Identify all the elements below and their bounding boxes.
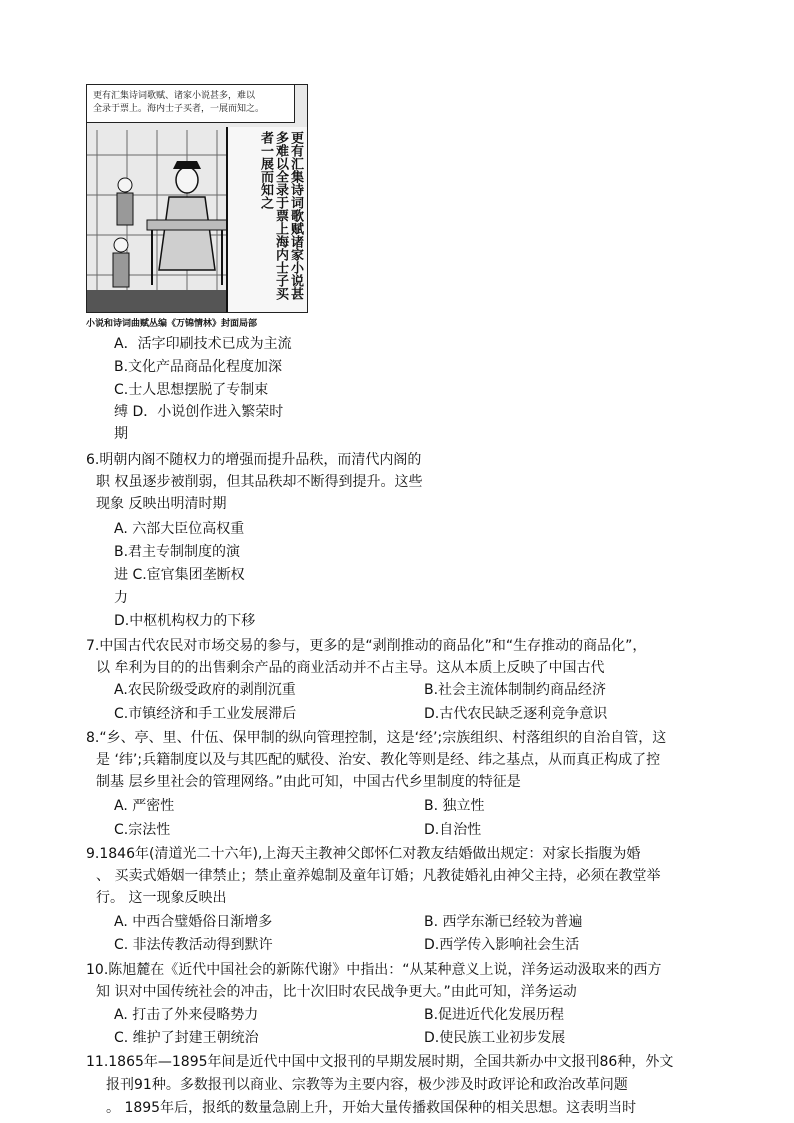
q9-stem-line-3: 行。 这一现象反映出 [96, 890, 227, 906]
q10-option-d: D.使民族工业初步发展 [424, 1030, 566, 1046]
q7-option-a: A.农民阶级受政府的剥削沉重 [114, 682, 296, 698]
q8-option-c: C.宗法性 [114, 822, 171, 838]
q5-option-a: A．活字印刷技术已成为主流 [114, 336, 292, 352]
q7-stem-line-1: 7.中国古代农民对市场交易的参与，更多的是“剥削推动的商品化”和“生存推动的商品化”， [86, 638, 647, 654]
banner-line-1: 更有汇集诗词歌赋、诸家小说甚多，难以 [93, 91, 256, 101]
q11-stem-line-3: 。 1895年后，报纸的数量急剧上升，开始大量传播救国保种的相关思想。这表明当时 [106, 1100, 637, 1116]
q5-option-c-d: 缚 D．小说创作进入繁荣时 [114, 404, 284, 420]
q9-option-c: C. 非法传教活动得到默许 [114, 937, 273, 953]
q6-option-b: B.君主专制制度的演 [114, 544, 241, 560]
q8-stem-line-2: 是 ‘纬’;兵籍制度以及与其匹配的赋役、治安、教化等则是经、纬之基点，从而真正构成了控 [96, 752, 661, 768]
q8-stem-line-1: 8.“乡、亭、里、什伍、保甲制的纵向管理控制，这是‘经’;宗族组织、村落组织的自治自管，这 [86, 730, 667, 746]
q5-option-c: C.士人思想摆脱了专制束 [114, 382, 269, 398]
q5-option-d-end: 期 [114, 426, 128, 442]
q6-stem-line-3: 现象 反映出明清时期 [96, 496, 227, 512]
figure-caption: 小说和诗词曲赋丛编《万锦情林》封面局部 [86, 319, 258, 329]
q10-option-c: C. 维护了封建王朝统治 [114, 1030, 259, 1046]
q11-stem-line-2: 报刊91种。多数报刊以商业、宗教等为主要内容，极少涉及时政评论和政治改革问题 [106, 1077, 628, 1093]
q11-stem-line-1: 11.1865年—1895年间是近代中国中文报刊的早期发展时期，全国共新办中文报刊86种，外文 [86, 1054, 674, 1070]
q6-option-d: D.中枢机构权力的下移 [114, 613, 256, 629]
q9-stem-line-1: 9.1846年(清道光二十六年),上海天主教神父郎怀仁对教友结婚做出规定：对家长指腹为婚 [86, 846, 641, 862]
figure-vertical-text: 更有汇集诗词歌赋诸家小说甚多难以全录于票上海内士子买者一展而知之 [258, 131, 303, 300]
q7-option-c: C.市镇经济和手工业发展滞后 [114, 706, 297, 722]
q7-stem-line-2: 以 牟利为目的的出售剩余产品的商业活动并不占主导。这从本质上反映了中国古代 [96, 660, 605, 676]
q8-option-d: D.自治性 [424, 822, 482, 838]
q6-stem-line-2: 职 权虽逐步被削弱，但其品秩却不断得到提升。这些 [96, 474, 423, 490]
q9-option-b: B. 西学东渐已经较为普遍 [424, 914, 583, 930]
figure-banner-text [87, 85, 295, 123]
q7-option-d: D.古代农民缺乏逐利竞争意识 [424, 706, 608, 722]
q9-option-d: D.西学传入影响社会生活 [424, 937, 580, 953]
q5-option-b: B.文化产品商品化程度加深 [114, 359, 283, 375]
q8-option-a: A. 严密性 [114, 798, 175, 814]
banner-line-2: 全录于票上。海内士子买者，一展而知之。 [93, 104, 265, 114]
q6-option-a: A. 六部大臣位高权重 [114, 521, 245, 537]
q8-stem-line-3: 制基 层乡里社会的管理网络。”由此可知，中国古代乡里制度的特征是 [96, 774, 521, 790]
q9-stem-line-2: 、 买卖式婚姻一律禁止；禁止童养媳制及童年订婚；凡教徒婚礼由神父主持，必须在教堂举 [96, 868, 661, 884]
q9-option-a: A. 中西合璧婚俗日渐增多 [114, 914, 273, 930]
q6-option-b-c: 进 C.宦官集团垄断权 [114, 567, 245, 583]
q6-option-c-end: 力 [114, 590, 128, 606]
q10-option-b: B.促进近代化发展历程 [424, 1007, 565, 1023]
q10-stem-line-2: 知 识对中国传统社会的冲击，比十次旧时农民战争更大。”由此可知，洋务运动 [96, 984, 577, 1000]
q7-option-b: B.社会主流体制制约商品经济 [424, 682, 607, 698]
q8-option-b: B. 独立性 [424, 798, 485, 814]
q6-stem-line-1: 6.明朝内阁不随权力的增强而提升品秩，而清代内阁的 [86, 452, 422, 468]
q10-stem-line-1: 10.陈旭麓在《近代中国社会的新陈代谢》中指出：“从某种意义上说，洋务运动汲取来的西方 [86, 962, 662, 978]
q10-option-a: A. 打击了外来侵略势力 [114, 1007, 259, 1023]
book-cover-figure [86, 84, 308, 313]
